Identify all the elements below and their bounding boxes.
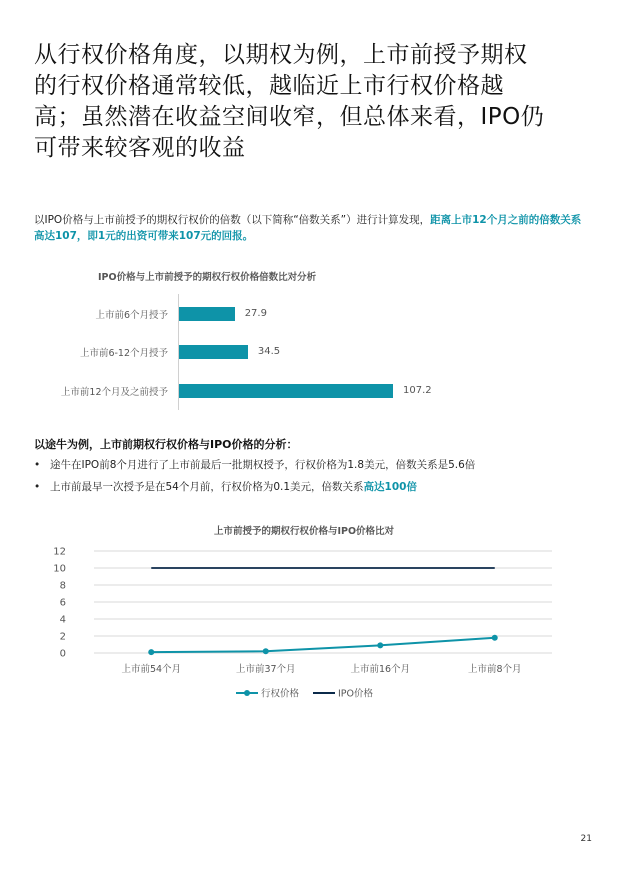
bar-category-label: 上市前6-12个月授予 <box>79 348 168 359</box>
headline-line: 高；虽然潜在收益空间收窄，但总体来看，IPO仍 <box>34 104 545 130</box>
x-tick-label: 上市前8个月 <box>467 664 522 675</box>
intro-text: 以IPO价格与上市前授予的期权行权价的倍数（以下简称“倍数关系”）进行计算发现， <box>34 214 431 226</box>
bullet-highlight: 高达100倍 <box>363 481 417 493</box>
series-line <box>151 638 495 652</box>
y-tick-label: 6 <box>59 597 66 609</box>
bar-value-label: 34.5 <box>257 346 281 357</box>
bullet-item <box>34 456 594 474</box>
y-tick-label: 12 <box>53 546 66 558</box>
page-number: 21 <box>580 834 592 844</box>
bar <box>179 384 393 398</box>
bar <box>179 345 248 359</box>
bar <box>179 307 235 321</box>
bullet-text: 上市前最早一次授予是在54个月前，行权价格为0.1美元，倍数关系 <box>50 481 364 493</box>
bullet-dot-icon: • <box>34 459 41 471</box>
legend-label: 行权价格 <box>261 688 300 700</box>
y-tick-label: 0 <box>59 648 66 660</box>
bar-category-label: 上市前6个月授予 <box>95 310 168 321</box>
y-tick-label: 2 <box>59 631 66 643</box>
legend-marker <box>244 690 250 696</box>
x-tick-label: 上市前16个月 <box>350 664 411 675</box>
data-point <box>492 635 498 641</box>
data-point <box>148 649 154 655</box>
y-tick-label: 4 <box>59 614 66 626</box>
data-point <box>263 648 269 654</box>
legend-label: IPO价格 <box>338 688 374 700</box>
bar-category-label: 上市前12个月及之前授予 <box>60 387 168 398</box>
bar-value-label: 107.2 <box>403 385 432 396</box>
intro-highlight: 距离上市12个月之前的倍数关系高达107，即1元的出资可带来107元的回报。 <box>34 214 582 242</box>
line-chart <box>30 520 590 710</box>
analysis-title: 以途牛为例，上市前期权行权价格与IPO价格的分析： <box>34 438 298 451</box>
bullet-text: 途牛在IPO前8个月进行了上市前最后一批期权授予，行权价格为1.8美元，倍数关系是5.6倍 <box>50 459 476 471</box>
line-chart-title: 上市前授予的期权行权价格与IPO价格比对 <box>213 526 395 537</box>
headline <box>34 40 594 164</box>
y-tick-label: 8 <box>59 580 66 592</box>
analysis-bullets <box>34 456 594 500</box>
headline-line: 从行权价格角度，以期权为例，上市前授予期权 <box>34 42 528 68</box>
headline-line: 可带来较客观的收益 <box>34 135 246 161</box>
intro-paragraph <box>34 212 582 244</box>
bar-value-label: 27.9 <box>244 308 267 319</box>
headline-line: 的行权价格通常较低，越临近上市行权价格越 <box>34 73 504 99</box>
bar-chart-title: IPO价格与上市前授予的期权行权价格倍数比对分析 <box>98 272 317 283</box>
y-tick-label: 10 <box>53 563 66 575</box>
data-point <box>377 642 383 648</box>
bullet-dot-icon: • <box>34 481 41 493</box>
bullet-item <box>34 478 594 496</box>
x-tick-label: 上市前37个月 <box>235 664 296 675</box>
x-tick-label: 上市前54个月 <box>121 664 182 675</box>
